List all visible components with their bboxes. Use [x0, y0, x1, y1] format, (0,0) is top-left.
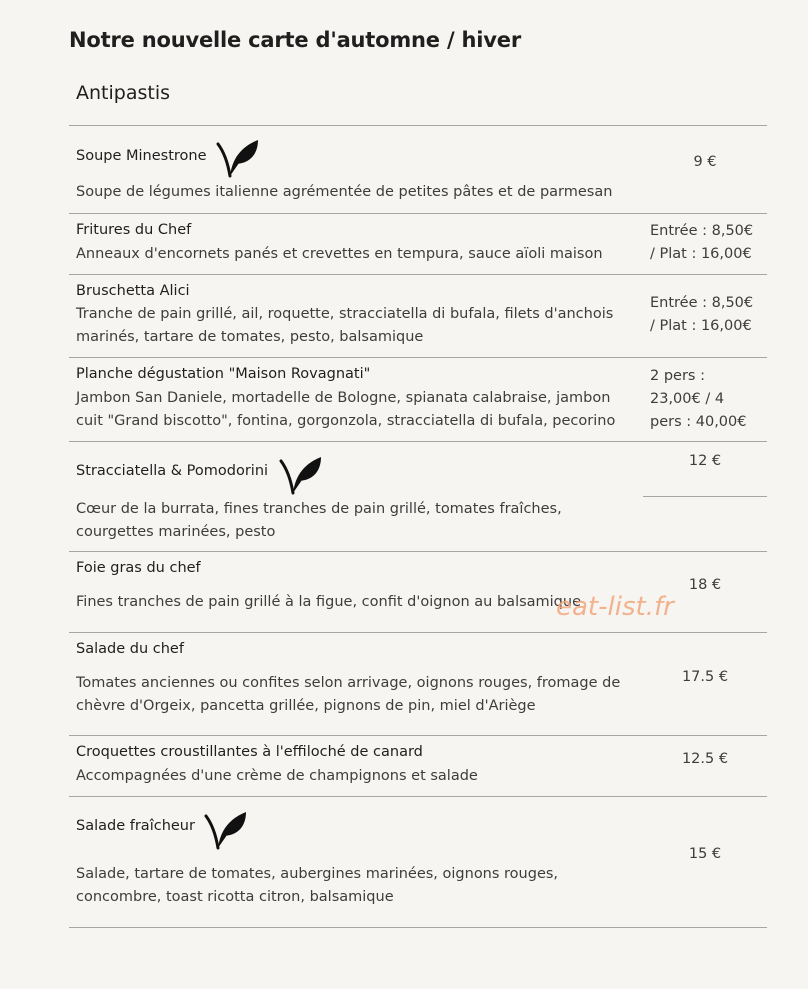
item-price: 12.5 €: [681, 751, 729, 767]
item-price: 18 €: [688, 577, 722, 593]
divider: [69, 125, 767, 126]
item-name: Croquettes croustillantes à l'effiloché de canard: [76, 744, 423, 760]
item-name: Planche dégustation "Maison Rovagnati": [76, 366, 371, 382]
leaf-icon: [277, 451, 323, 497]
divider: [69, 735, 767, 736]
section-title: Antipastis: [76, 82, 170, 104]
item-description: Cœur de la burrata, fines tranches de pain grillé, tomates fraîches, courgettes marinées, pesto: [76, 501, 562, 540]
item-name: Salade du chef: [76, 641, 184, 657]
price-line: pers : 40,00€: [650, 414, 747, 430]
item-name: Stracciatella & Pomodorini: [76, 463, 269, 479]
item-description: Fines tranches de pain grillé à la figue, confit d'oignon au balsamique: [76, 594, 582, 610]
price-line: Entrée : 8,50€: [650, 295, 754, 311]
item-price: 15 €: [688, 846, 722, 862]
leaf-icon: [202, 806, 248, 852]
watermark: eat-list.fr: [556, 592, 674, 622]
price-line: 23,00€ / 4: [650, 391, 725, 407]
item-price: 12 €: [688, 453, 722, 469]
item-description: Tomates anciennes ou confites selon arrivage, oignons rouges, fromage de chèvre d'Orgeix, pancetta grillée, pignons de pin, miel d'Ariège: [76, 675, 621, 714]
divider: [69, 927, 767, 928]
item-name: Salade fraîcheur: [76, 818, 195, 834]
item-price: [650, 220, 765, 266]
item-name: Soupe Minestrone: [76, 148, 207, 164]
price-line: / Plat : 16,00€: [650, 246, 752, 262]
item-price: [650, 292, 765, 338]
item-name: Fritures du Chef: [76, 222, 192, 238]
item-description: Anneaux d'encornets panés et crevettes en tempura, sauce aïoli maison: [76, 246, 603, 262]
divider: [69, 796, 767, 797]
divider: [69, 441, 767, 442]
divider: [643, 496, 767, 497]
divider: [69, 357, 767, 358]
item-name: Foie gras du chef: [76, 560, 201, 576]
item-description: Tranche de pain grillé, ail, roquette, stracciatella di bufala, filets d'anchois marinés, tartare de tomates, pesto, balsamique: [76, 306, 614, 345]
price-line: 2 pers :: [650, 368, 705, 384]
item-description: Salade, tartare de tomates, aubergines marinées, oignons rouges, concombre, toast ricotta citron, balsamique: [76, 866, 559, 905]
divider: [69, 213, 767, 214]
page-title: Notre nouvelle carte d'automne / hiver: [69, 28, 521, 52]
item-description: Soupe de légumes italienne agrémentée de petites pâtes et de parmesan: [76, 184, 613, 200]
price-line: Entrée : 8,50€: [650, 223, 754, 239]
item-description: Jambon San Daniele, mortadelle de Bologne, spianata calabraise, jambon cuit "Grand biscotto", fontina, gorgonzola, stracciatella di bufala, pecorino: [76, 390, 616, 429]
item-price: 17.5 €: [681, 669, 729, 685]
item-name: Bruschetta Alici: [76, 283, 190, 299]
item-price: [650, 365, 765, 434]
divider: [69, 632, 767, 633]
divider: [69, 274, 767, 275]
item-price: 9 €: [693, 154, 717, 170]
leaf-icon: [214, 134, 260, 180]
item-description: Accompagnées d'une crème de champignons et salade: [76, 768, 478, 784]
price-line: / Plat : 16,00€: [650, 318, 752, 334]
divider: [69, 551, 767, 552]
